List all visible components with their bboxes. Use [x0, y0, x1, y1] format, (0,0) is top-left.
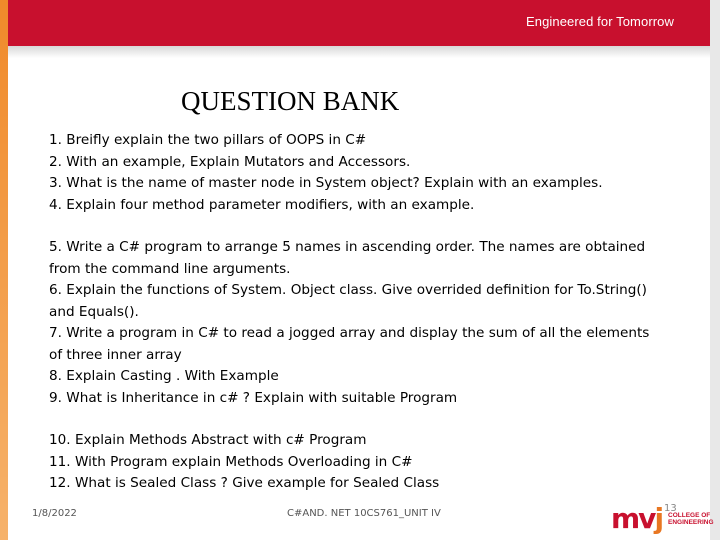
left-accent-bar [0, 0, 8, 540]
footer-date: 1/8/2022 [32, 508, 77, 519]
question-item: 6. Explain the functions of System. Object class. Give overrided definition for To.String() [49, 282, 647, 298]
question-item: and Equals(). [49, 303, 139, 320]
question-item: 11. With Program explain Methods Overloading in C# [49, 453, 413, 470]
college-logo-text: COLLEGE OF ENGINEERING [668, 512, 714, 526]
question-item: from the command line arguments. [49, 260, 291, 277]
question-list [49, 130, 699, 495]
question-item: 7. Write a program in C# to read a jogged array and display the sum of all the elements [49, 325, 650, 341]
question-item: of three inner array [49, 346, 182, 363]
question-item: 2. With an example, Explain Mutators and Accessors. [49, 153, 411, 170]
question-item: 3. What is the name of master node in System object? Explain with an examples. [49, 175, 603, 191]
question-item: 4. Explain four method parameter modifiers, with an example. [49, 196, 475, 213]
question-item: 8. Explain Casting . With Example [49, 368, 279, 384]
question-item: 10. Explain Methods Abstract with c# Program [49, 432, 367, 448]
question-item: 1. Breifly explain the two pillars of OOPS in C# [49, 132, 367, 148]
question-item: 9. What is Inheritance in c# ? Explain with suitable Program [49, 389, 458, 406]
header-shadow [8, 46, 710, 58]
question-item: 12. What is Sealed Class ? Give example for Sealed Class [49, 475, 440, 491]
question-item: 5. Write a C# program to arrange 5 names in ascending order. The names are obtained [49, 239, 646, 255]
page-title: QUESTION BANK [181, 86, 400, 116]
page-number: 13 [664, 503, 677, 514]
header-tagline: Engineered for Tomorrow [525, 14, 674, 29]
mvj-logo: mvj [611, 502, 663, 535]
right-edge [710, 0, 720, 540]
footer-course: C#AND. NET 10CS761_UNIT IV [287, 508, 441, 519]
